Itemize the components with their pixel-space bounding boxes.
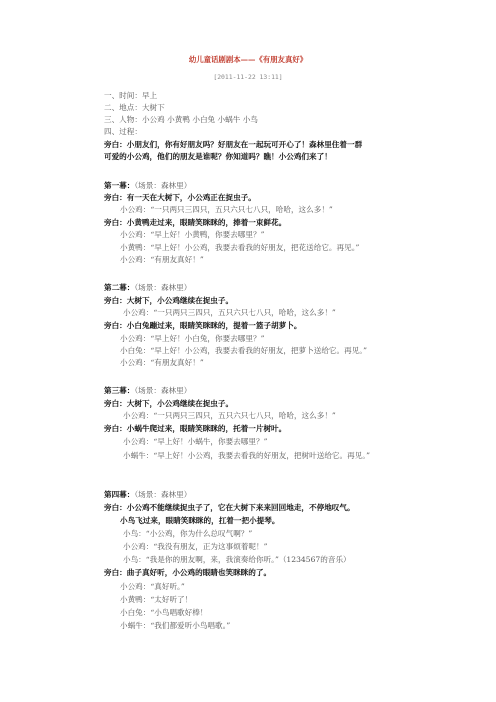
scene-1-setting: （场景：森林里） bbox=[134, 181, 192, 190]
scene-3-label: 第三幕： bbox=[104, 386, 135, 395]
scene-3-dialogue-2: 小公鸡：“早上好！小蜗牛，你要去哪里？” bbox=[123, 437, 268, 446]
scene-2-heading bbox=[104, 283, 454, 292]
scene-2-dialogue-2: 小公鸡：“早上好！小白兔，你要去哪里？” bbox=[120, 334, 265, 343]
scene-1-narration-2: 旁白：小黄鸭走过来，眼睛笑眯眯的，捧着一束鲜花。 bbox=[104, 218, 287, 227]
scene-4-narration-1: 旁白：小公鸡不能继续捉虫子了，它在大树下来来回回地走，不停地叹气。 bbox=[104, 503, 355, 512]
scene-2-label: 第二幕： bbox=[104, 283, 135, 292]
scene-2-setting: （场景：森林里） bbox=[134, 283, 192, 292]
intro-narration-1: 旁白：小朋友们，你有好朋友吗？好朋友在一起玩可开心了！森林里住着一群 bbox=[104, 140, 363, 149]
scene-4-dialogue-1: 小鸟：“小公鸡，你为什么总叹气啊？” bbox=[123, 529, 253, 538]
time-line: 一、时间：早上 bbox=[104, 91, 158, 100]
scene-2-dialogue-4: 小公鸡：“有朋友真好！” bbox=[120, 358, 204, 367]
scene-1-narration-1: 旁白：有一天在大树下，小公鸡正在捉虫子。 bbox=[104, 193, 256, 202]
scene-4-dialogue-3: 小鸟：“我是你的朋友啊，来，我演奏给你听。” bbox=[123, 555, 279, 564]
scene-4-dialogue-4: 小公鸡：“真好听。” bbox=[120, 582, 185, 591]
scene-4-dialogue-3-line bbox=[123, 555, 473, 564]
scene-1-dialogue-1: 小公鸡：“一只两只三四只，五只六只七八只，哈哈，这么多！” bbox=[120, 205, 333, 214]
scene-4-dialogue-7: 小蜗牛：“我们都爱听小鸟唱歌。” bbox=[120, 621, 231, 630]
scene-3-narration-2: 旁白：小蜗牛爬过来，眼睛笑眯眯的，托着一片树叶。 bbox=[104, 424, 287, 433]
scene-1-dialogue-4: 小公鸡：“有朋友真好！” bbox=[120, 255, 204, 264]
scene-2-dialogue-1: 小公鸡：“一只两只三四只，五只六只七八只，哈哈，这么多！” bbox=[123, 308, 336, 317]
characters-line: 三、人物：小公鸡 小黄鸭 小白兔 小蜗牛 小鸟 bbox=[104, 115, 258, 124]
scene-4-label: 第四幕： bbox=[104, 490, 135, 499]
scene-4-narration-2: 旁白：曲子真好听，小公鸡的眼睛也笑眯眯的了。 bbox=[104, 568, 272, 577]
scene-1-dialogue-2: 小公鸡：“早上好！小黄鸭，你要去哪里？” bbox=[120, 230, 265, 239]
post-date: [2011-11-22 13:11] bbox=[213, 73, 283, 81]
scene-1-heading bbox=[104, 181, 454, 190]
scene-4-dialogue-5: 小黄鸭：“太好听了！ bbox=[120, 595, 193, 604]
scene-3-dialogue-1: 小公鸡：“一只两只三四只，五只六只七八只，哈哈，这么多！” bbox=[123, 411, 336, 420]
scene-2-dialogue-3: 小白兔：“早上好！小公鸡，我要去看我的好朋友，把萝卜送给它。再见。” bbox=[120, 346, 367, 355]
scene-2-narration-2: 旁白：小白兔蹦过来，眼睛笑眯眯的，提着一篮子胡萝卜。 bbox=[104, 321, 302, 330]
scene-4-dialogue-2: 小公鸡：“我没有朋友，正为这事烦着呢！” bbox=[123, 542, 268, 551]
scene-3-dialogue-3: 小蜗牛：“早上好！小公鸡，我要去看我的好朋友，把树叶送给它。再见。” bbox=[123, 451, 370, 460]
scene-1-dialogue-3: 小黄鸭：“早上好！小公鸡，我要去看我的好朋友，把花送给它。再见。” bbox=[120, 243, 360, 252]
scene-3-narration-1: 旁白：大树下，小公鸡继续在捉虫子。 bbox=[104, 399, 234, 408]
scene-4-narration-1b: 小鸟飞过来，眼睛笑眯眯的，扛着一把小提琴。 bbox=[120, 516, 280, 525]
place-line: 二、地点：大树下 bbox=[104, 103, 165, 112]
scene-4-heading bbox=[104, 490, 454, 499]
scene-2-narration-1: 旁白：大树下，小公鸡继续在捉虫子。 bbox=[104, 296, 234, 305]
scene-1-label: 第一幕： bbox=[104, 181, 135, 190]
intro-narration-2: 可爱的小公鸡，他们的朋友是谁呢？你知道吗？瞧！小公鸡们来了！ bbox=[104, 152, 332, 161]
process-line: 四、过程： bbox=[104, 127, 142, 136]
music-note: （1234567的音乐） bbox=[278, 555, 351, 564]
scene-3-setting: （场景：森林里） bbox=[134, 386, 192, 395]
scene-4-setting: （场景：森林里） bbox=[134, 490, 192, 499]
document-title: 幼儿童话剧剧本——《有朋友真好》 bbox=[188, 55, 308, 64]
scene-3-heading bbox=[104, 386, 454, 395]
scene-4-dialogue-6: 小白兔：“小鸟唱歌好棒！ bbox=[120, 608, 208, 617]
